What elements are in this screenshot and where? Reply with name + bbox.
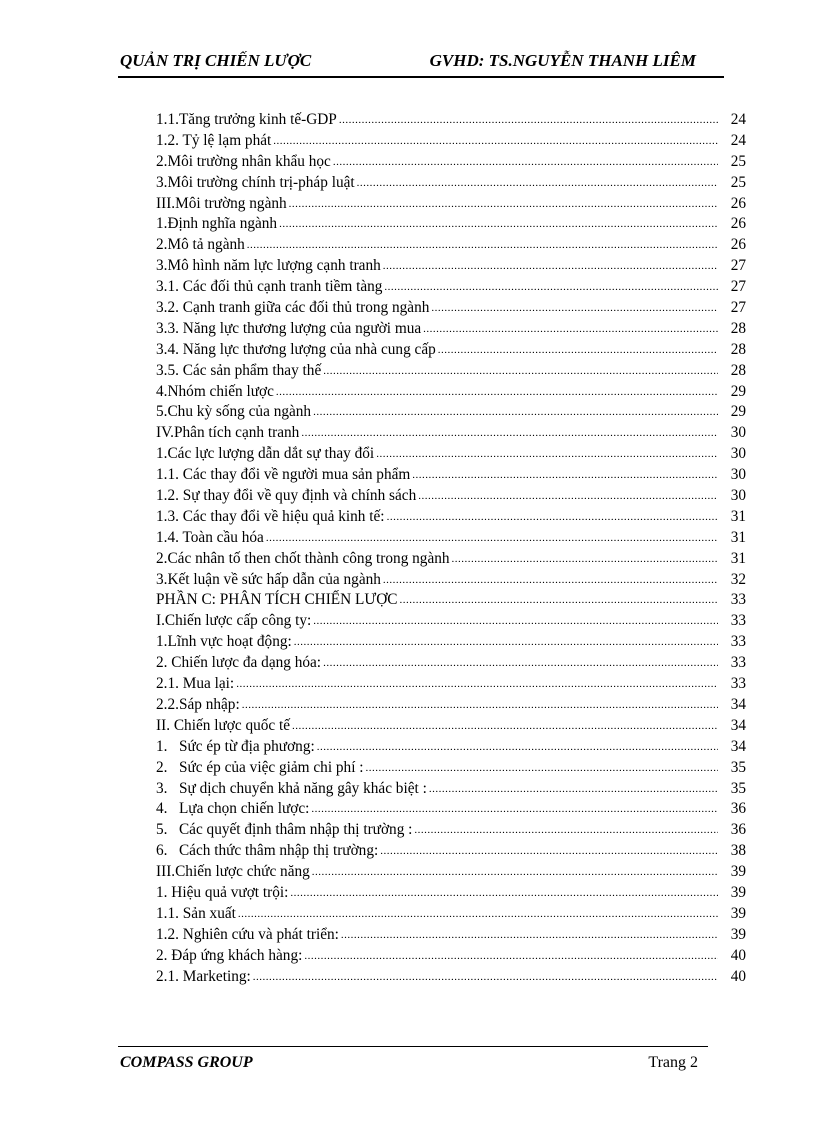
toc-entry-label: 1.Lĩnh vực hoạt động: [156,633,292,651]
toc-entry[interactable] [156,110,746,131]
toc-entry-page: 34 [730,695,746,713]
toc-dot-leader [292,716,718,737]
toc-dot-leader [276,382,718,403]
toc-entry[interactable] [156,528,746,549]
toc-entry-page: 36 [730,821,746,839]
toc-dot-leader [266,528,718,549]
toc-entry[interactable] [156,256,746,277]
toc-dot-leader [380,841,718,862]
toc-entry[interactable] [156,716,746,737]
toc-entry-label: 1. Sức ép từ địa phương: [156,737,315,755]
toc-entry-label: PHẦN C: PHÂN TÍCH CHIẾN LƯỢC [156,591,398,609]
toc-dot-leader [279,214,718,235]
toc-dot-leader [438,340,718,361]
toc-dot-leader [387,507,718,528]
toc-entry[interactable] [156,883,746,904]
toc-entry-label: 1.1.Tăng trưởng kinh tế-GDP [156,111,337,128]
toc-entry-page: 40 [730,967,746,985]
toc-entry-label: 2.Môi trường nhân khẩu học [156,152,331,170]
toc-entry-page: 30 [730,424,746,442]
toc-entry-page: 28 [730,340,746,358]
toc-dot-leader [366,758,718,779]
toc-entry[interactable] [156,695,746,716]
toc-entry-page: 39 [730,883,746,901]
toc-dot-leader [238,904,718,925]
toc-dot-leader [431,298,718,319]
toc-entry-page: 39 [730,925,746,943]
toc-entry[interactable] [156,382,746,403]
toc-entry[interactable] [156,486,746,507]
toc-entry-label: 1.Các lực lượng dẫn dắt sự thay đổi [156,445,375,463]
toc-dot-leader [253,967,718,988]
toc-entry-label: 3.4. Năng lực thương lượng của nhà cung cấp [156,340,436,358]
toc-dot-leader [376,444,718,465]
toc-entry[interactable] [156,758,746,779]
toc-entry[interactable] [156,423,746,444]
toc-entry-page: 33 [730,612,746,630]
toc-entry[interactable] [156,674,746,695]
toc-entry-label: III.Chiến lược chức năng [156,863,310,881]
footer-page-label: Trang [648,1054,686,1071]
toc-entry-label: 4.Nhóm chiến lược [156,382,274,400]
toc-dot-leader [247,235,718,256]
toc-entry-label: 2.2.Sáp nhập: [156,695,240,713]
toc-entry-page: 24 [730,131,746,149]
toc-entry-page: 33 [730,591,746,609]
toc-entry-label: 3.5. Các sản phẩm thay thế [156,361,322,379]
toc-entry-label: 1.2. Sự thay đổi về quy định và chính sách [156,487,417,505]
toc-entry[interactable] [156,465,746,486]
toc-entry-page: 33 [730,675,746,693]
toc-dot-leader [289,194,718,215]
toc-dot-leader [290,883,718,904]
toc-entry[interactable] [156,570,746,591]
toc-dot-leader [429,779,718,800]
toc-dot-leader [242,695,718,716]
toc-entry[interactable] [156,820,746,841]
toc-dot-leader [384,277,718,298]
toc-entry[interactable] [156,779,746,800]
toc-entry-page: 35 [730,779,746,797]
toc-entry[interactable] [156,737,746,758]
toc-entry-page: 34 [730,737,746,755]
toc-dot-leader [294,632,718,653]
toc-entry-page: 31 [730,549,746,567]
toc-entry-page: 33 [730,654,746,672]
toc-entry-label: 3.2. Cạnh tranh giữa các đối thủ trong ngành [156,299,430,317]
toc-entry-label: 3.Kết luận về sức hấp dẫn của ngành [156,570,381,588]
toc-entry[interactable] [156,862,746,883]
toc-entry-page: 26 [730,215,746,233]
toc-entry[interactable] [156,152,746,173]
toc-dot-leader [339,110,718,131]
toc-entry[interactable] [156,444,746,465]
toc-entry[interactable] [156,507,746,528]
toc-entry-page: 30 [730,487,746,505]
toc-entry-page: 40 [730,946,746,964]
toc-entry-page: 34 [730,716,746,734]
toc-entry-label: I.Chiến lược cấp công ty: [156,612,312,630]
toc-entry[interactable] [156,653,746,674]
toc-dot-leader [333,152,718,173]
toc-entry[interactable] [156,277,746,298]
toc-entry-label: 1.Định nghĩa ngành [156,215,278,233]
toc-entry-label: 3. Sự dịch chuyển khả năng gây khác biệt : [156,779,427,797]
toc-dot-leader [312,862,718,883]
toc-entry[interactable] [156,904,746,925]
toc-entry[interactable] [156,611,746,632]
toc-entry[interactable] [156,590,746,611]
toc-entry-label: 1.2. Nghiên cứu và phát triển: [156,925,339,943]
footer-divider [118,1046,708,1047]
footer-page-number: 2 [690,1054,698,1071]
toc-dot-leader [412,465,718,486]
toc-dot-leader [323,653,718,674]
toc-dot-leader [317,737,718,758]
toc-entry-label: IV.Phân tích cạnh tranh [156,424,300,442]
header-course-title: QUẢN TRỊ CHIẾN LƯỢC [120,51,312,70]
page-header [118,50,724,76]
toc-entry-page: 33 [730,633,746,651]
toc-entry-label: 6. Cách thức thâm nhập thị trường: [156,842,379,860]
toc-dot-leader [383,256,718,277]
toc-entry-page: 26 [730,194,746,212]
toc-entry-label: 3.3. Năng lực thương lượng của người mua [156,319,422,337]
toc-entry[interactable] [156,340,746,361]
toc-entry-page: 27 [730,299,746,317]
toc-dot-leader [313,611,718,632]
toc-entry-page: 32 [730,570,746,588]
toc-entry-page: 26 [730,236,746,254]
toc-entry-page: 30 [730,445,746,463]
toc-entry-label: 4. Lựa chọn chiến lược: [156,800,310,818]
toc-entry[interactable] [156,632,746,653]
header-instructor: GVHD: TS.NGUYỄN THANH LIÊM [429,51,696,70]
toc-entry-label: 1.2. Tỷ lệ lạm phát [156,131,272,149]
page-footer [120,1053,698,1075]
toc-entry-label: 5.Chu kỳ sống của ngành [156,403,312,421]
toc-entry-page: 35 [730,758,746,776]
toc-entry-page: 25 [730,173,746,191]
toc-entry-label: 1. Hiệu quả vượt trội: [156,883,289,901]
toc-entry-label: 2. Sức ép của việc giảm chi phí : [156,758,364,776]
toc-entry-label: 2.Các nhân tố then chốt thành công trong ngành [156,549,450,567]
toc-dot-leader [418,486,718,507]
toc-entry[interactable] [156,319,746,340]
toc-dot-leader [313,402,718,423]
header-divider [118,76,724,78]
toc-entry-page: 39 [730,863,746,881]
toc-entry-page: 28 [730,319,746,337]
toc-entry[interactable] [156,235,746,256]
toc-entry-label: 1.1. Sản xuất [156,904,236,922]
toc-entry[interactable] [156,402,746,423]
toc-dot-leader [273,131,718,152]
toc-entry-page: 30 [730,466,746,484]
toc-entry[interactable] [156,841,746,862]
toc-entry-label: 2. Chiến lược đa dạng hóa: [156,654,322,672]
toc-entry-page: 31 [730,528,746,546]
toc-dot-leader [301,423,718,444]
toc-dot-leader [357,173,718,194]
toc-entry-label: 5. Các quyết định thâm nhập thị trường : [156,821,413,839]
toc-dot-leader [452,549,718,570]
toc-entry-page: 27 [730,257,746,275]
toc-entry[interactable] [156,361,746,382]
toc-entry-label: 3.1. Các đối thủ cạnh tranh tiềm tàng [156,278,383,296]
toc-dot-leader [304,946,718,967]
toc-dot-leader [236,674,718,695]
toc-entry-label: 2. Đáp ứng khách hàng: [156,946,303,964]
toc-dot-leader [323,361,718,382]
toc-dot-leader [423,319,718,340]
toc-entry-label: 2.Mô tả ngành [156,236,245,254]
toc-dot-leader [414,820,718,841]
toc-entry-page: 29 [730,403,746,421]
toc-entry-page: 29 [730,382,746,400]
toc-entry-page: 36 [730,800,746,818]
toc-entry[interactable] [156,214,746,235]
toc-entry[interactable] [156,967,746,988]
toc-entry-page: 27 [730,278,746,296]
toc-entry-page: 38 [730,842,746,860]
toc-dot-leader [311,799,718,820]
toc-entry-label: 1.1. Các thay đổi về người mua sản phẩm [156,466,411,484]
toc-entry[interactable] [156,298,746,319]
toc-entry-label: III.Môi trường ngành [156,194,287,212]
toc-entry[interactable] [156,131,746,152]
toc-entry[interactable] [156,194,746,215]
footer-page-indicator [644,1053,698,1073]
toc-entry[interactable] [156,925,746,946]
toc-entry-label: 1.3. Các thay đổi về hiệu quả kinh tế: [156,507,385,525]
toc-entry[interactable] [156,173,746,194]
toc-dot-leader [383,570,718,591]
toc-entry-page: 39 [730,904,746,922]
toc-entry-label: 2.1. Marketing: [156,967,251,985]
toc-entry-page: 28 [730,361,746,379]
toc-entry-label: 3.Môi trường chính trị-pháp luật [156,173,355,191]
toc-dot-leader [399,590,718,611]
table-of-contents [156,110,746,987]
toc-entry-label: 1.4. Toàn cầu hóa [156,528,264,546]
footer-company: COMPASS GROUP [120,1054,253,1071]
toc-entry-label: 3.Mô hình năm lực lượng cạnh tranh [156,257,381,275]
toc-entry[interactable] [156,946,746,967]
toc-entry[interactable] [156,799,746,820]
toc-entry-page: 24 [730,111,746,128]
toc-entry-label: 2.1. Mua lại: [156,675,235,693]
toc-entry[interactable] [156,549,746,570]
toc-entry-page: 31 [730,507,746,525]
toc-entry-label: II. Chiến lược quốc tế [156,716,291,734]
toc-dot-leader [341,925,718,946]
toc-entry-page: 25 [730,152,746,170]
